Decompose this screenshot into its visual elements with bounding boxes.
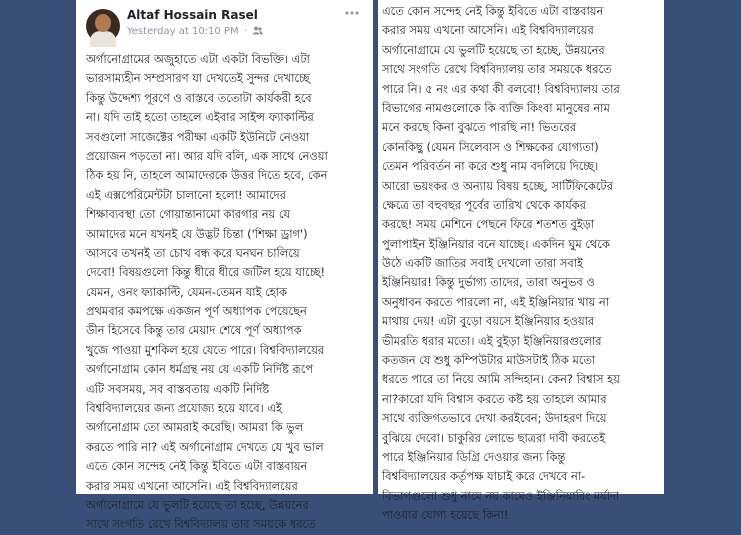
- post-text-line: যেমন, ওনং ফ্যাকাল্টি, যেমন-তেমন যাই হোক: [86, 284, 288, 299]
- post-text-line: বিভাগগুলো শুধু নামে নয় কামেও ইঞ্জিনিয়ারিং মর্যাদা: [382, 488, 620, 503]
- post-text-line: সাথে ব্যক্তিগতভাবে দেখা করইবেন; উদাহরণ দিয়ে: [382, 411, 607, 426]
- post-text-line: আসবে তখনই তা চোখ বন্ধ করে ঘনঘন চালিয়ে: [86, 245, 300, 260]
- post-text-line: এতে কোন সন্দেহ নেই কিন্তু ইবিতে এটা বাস্তবায়ন: [86, 459, 308, 474]
- post-text-line: পুলাপাইন ইঞ্জিনিয়ার বনে যাচ্ছে। একদিন ঘুম থেকে: [382, 236, 610, 251]
- post-card-left: [76, 0, 373, 532]
- post-text-line: অর্গানোগ্রামে যে ভুলটি হয়েছে তা হচ্ছে, উন্নয়নের: [86, 497, 309, 512]
- friends-icon[interactable]: [252, 26, 263, 38]
- post-text-line: ক্ষেত্রে তা বহুবছর পূর্বের তারিখ থেকে কার্যকর: [382, 197, 586, 212]
- post-text-line: শিক্ষাব্যবস্থা তো গোয়ান্তানামো কারগার নয় যে: [86, 207, 291, 222]
- post-text-line: ভারসাম্যহীন সম্প্রসারণ যা দেখতেই সুন্দর দেখাচ্ছে: [86, 71, 310, 86]
- post-text-line: বুঝিয়ে দেবো। চাকুরির লোভে ছাত্ররা দাবী করতেই: [382, 430, 606, 445]
- post-text-line: সাথে সংগতি রেখে বিশ্ববিদ্যালয় তার সময়কে ধরতে: [382, 62, 612, 77]
- post-text-line: মাথায় দেয়! এটা বুড়ো বয়সে ইঞ্জিনিয়ার হওয়ার: [382, 314, 595, 329]
- post-text-line: ভীমরতি ধরার মতো। এই বুইড়া ইঞ্জিনিয়ারগুলোর: [382, 333, 602, 348]
- author-name[interactable]: Altaf Hossain Rasel: [127, 8, 258, 22]
- post-text-line: এতে কোন সন্দেহ নেই কিন্তু ইবিতে এটা বাস্তবায়ন: [382, 4, 604, 18]
- author-avatar[interactable]: [86, 9, 120, 43]
- post-text-line: আরো ভয়ংকর ও অন্যায় বিষয় হচ্ছে, সার্টিফিকেটের: [382, 178, 613, 193]
- post-body-right: [382, 2, 660, 526]
- post-text-line: পারে ইঞ্জিনিয়ার ডিগ্রি দেওয়ার জন্য কিন্তু: [382, 449, 566, 464]
- post-text-line: অর্গানোগ্রাম কোন ধর্মগ্রন্থ নয় যে একটি নির্দিষ্ট রূপে: [86, 362, 313, 377]
- post-text-line: সাথে সংগতি রেখে বিশ্ববিদ্যালয় তার সময়কে ধরতে: [86, 517, 316, 532]
- post-text-line: কতজন যে শুধু কম্পিউটার মাউসটাই ঠিক মতো: [382, 353, 596, 368]
- post-text-line: পাওয়ার যোগ্য হয়েছে কিনা!: [382, 508, 509, 523]
- post-text-line: বিশ্ববিদ্যালয়ের জন্য প্রযোজ্য হয়ে যাবে। এই: [86, 401, 282, 416]
- post-text-line: কোনকিছু (যেমন সিলেবাস ও শিক্ষকের যোগ্যতা): [382, 139, 599, 154]
- post-timestamp[interactable]: Yesterday at 10:10 PM: [127, 26, 239, 37]
- post-body-left: [86, 50, 368, 535]
- post-text-line: অনুধাবন করতে পারলো না, এই ইঞ্জিনিয়ার খায় না: [382, 294, 610, 309]
- post-text-line: দেবো! বিষয়গুলো কিন্তু ধীরে ধীরে জটিল হয়ে যাচ্ছে!: [86, 265, 326, 280]
- post-text-line: অর্গানোগ্রামের অজুহাতে এটা একটা বিভক্তি। এটা: [86, 52, 310, 66]
- post-text-line: করার সময় এখনো আসেনি। এই বিশ্ববিদ্যালয়ের: [382, 23, 594, 38]
- post-text-line: ধরতে পারে তা নিয়ে আমি সন্দিহান। কেন? বিশ্বাস হয়: [382, 372, 620, 387]
- post-text-line: বিভাগের নামগুলোকে কি ব্যক্তি কিংবা মানুষের নাম: [382, 100, 610, 115]
- post-text-line: প্রয়োজন পড়তো না। আর যদি বলি, এক সাথে নেওয়া: [86, 148, 328, 163]
- post-text-line: ডীন হিসেবে কিন্তু তার মেয়াদ শেষে পূর্ণ অধ্যাপক: [86, 323, 302, 338]
- post-text-line: ইঞ্জিনিয়ার! কিন্তু দুর্ভাগ্য তাদের, তারা অনুভব ও: [382, 275, 595, 290]
- post-text-line: কিন্তু উদ্দেশ্য পূরণে ও বাস্তবে ততোটা কার্যকরী হবে: [86, 90, 312, 105]
- post-text-line: অর্গানোগ্রাম তো আমরাই করেছি। আমরা কি ভুল: [86, 420, 304, 435]
- post-text-line: অর্গানোগ্রামে যে ভুলটি হয়েছে তা হচ্ছে, উন্নয়নের: [382, 42, 605, 57]
- post-text-line: না?কারো যদি বিশ্বাস করতে কষ্ট হয় তাহলে আমার: [382, 391, 607, 406]
- post-header: [76, 0, 373, 48]
- meta-separator: ·: [243, 26, 247, 37]
- post-meta: [127, 26, 263, 38]
- post-text-line: মনে করছে কিনা বুঝতে পারছি না! ভিতরের: [382, 120, 577, 135]
- post-text-line: খুজে পাওয়া মুশকিল হয়ে যেতে পারে। বিশ্ববিদ্যালয়ের: [86, 342, 325, 357]
- post-text-line: আমাদের মনে যখনই যে উদ্ভট চিন্তা ('শিক্ষা ড্রাগ'): [86, 226, 308, 241]
- post-text-line: করতে পারি না? এই অর্গানোগ্রাম দেখতে যে খুব ভাল: [86, 439, 324, 454]
- post-text-line: তেমন পরিবর্তন না করে শুধু নাম বদলিয়ে দিচ্ছে।: [382, 159, 599, 174]
- post-text-line: ঠিক হয় নি, তাহলে আমাদেরকে উত্তর দিতে হবে, কেন: [86, 168, 328, 183]
- post-text-line: পারে নি। ৫ নং এর কথা কী বলবো! বিশ্ববিদ্যালয় তার: [382, 81, 620, 96]
- post-text-line: করার সময় এখনো আসেনি। এই বিশ্ববিদ্যালয়ের: [86, 478, 298, 493]
- post-text-line: এই এক্সপেরিমেন্টটা চালানো হলো! আমাদের: [86, 187, 286, 202]
- more-options-icon[interactable]: [343, 5, 361, 19]
- post-text-line: করছে! সময় মেশিনে পেছনে ফিরে শতশত বুইড়া: [382, 217, 595, 232]
- post-text-line: প্রথমবার কমপক্ষে একজন পূর্ণ অধ্যাপক পেয়েছেন: [86, 304, 307, 319]
- post-text-line: বিশ্ববিদ্যালয়ের কর্তৃপক্ষ যাচাই করে দেখবে না-: [382, 469, 586, 484]
- post-text-line: না। যদি তাই হতো তাহলে এইবার সাইন্স ফ্যাকাল্টির: [86, 110, 314, 125]
- post-text-line: উঠে একটি জাতির সবাই দেখলো তারা সবাই: [382, 256, 583, 271]
- post-text-line: সবগুলো সাজেক্টের পরীক্ষা একটি ইউনিটে নেওয়া: [86, 129, 310, 144]
- post-text-line: এটি সবসময়, সব বাস্তবতায় একটি নির্দিষ্ট: [86, 381, 270, 396]
- post-card-right: [378, 0, 664, 523]
